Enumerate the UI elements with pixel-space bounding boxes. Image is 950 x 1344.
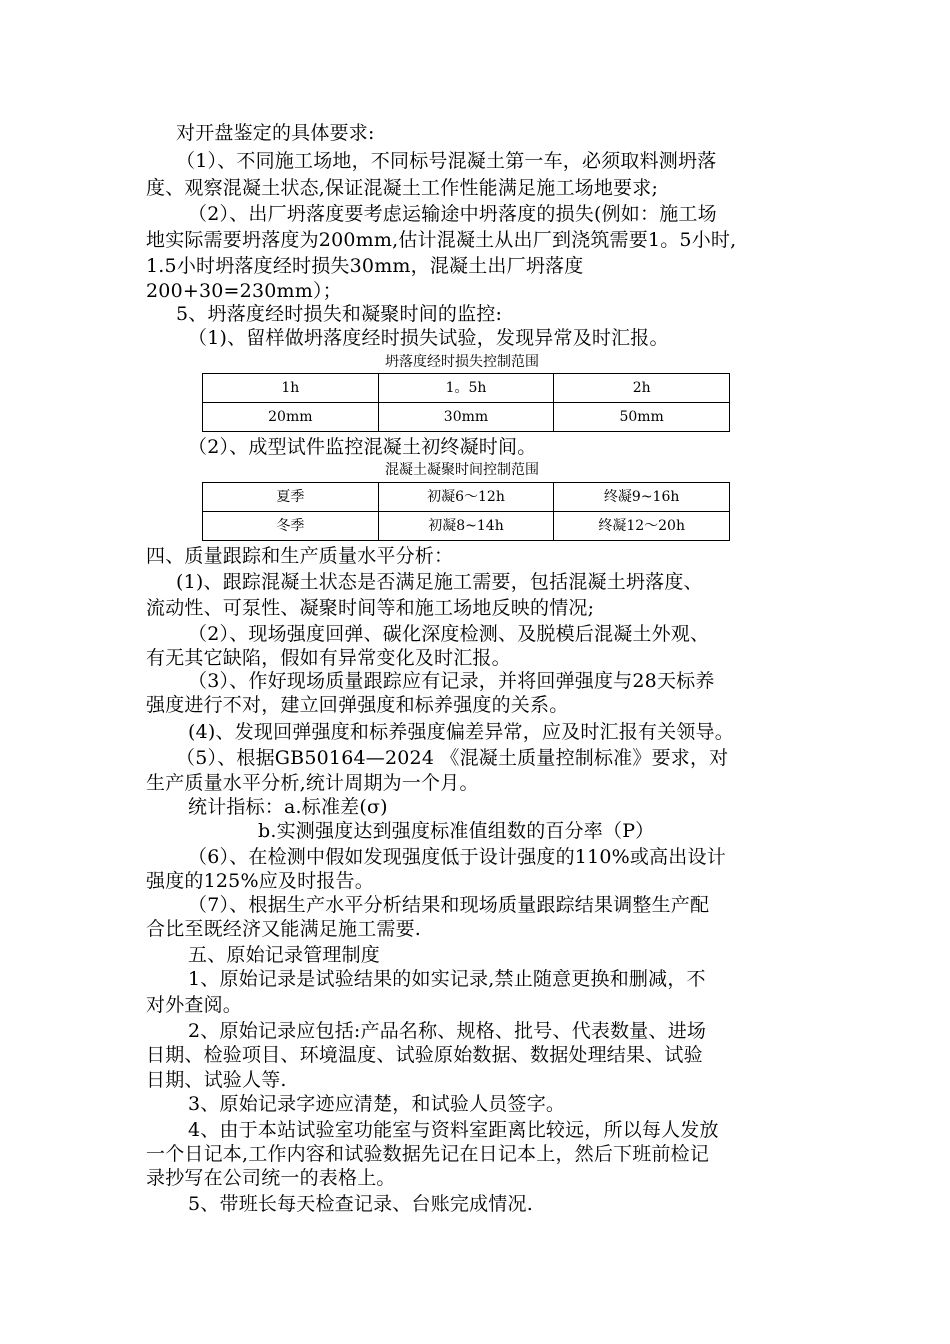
table-cell: 终凝12～20h [554, 512, 730, 541]
table-row [203, 374, 730, 403]
paragraph-line: 合比至既经济又能满足施工需要. [146, 918, 422, 940]
table-caption: 混凝土凝聚时间控制范围 [385, 462, 539, 478]
table-cell: 30mm [378, 403, 554, 432]
paragraph-line: （2）、出厂坍落度要考虑运输途中坍落度的损失(例如：施工场 [188, 203, 717, 225]
table-caption: 坍落度经时损失控制范围 [385, 354, 539, 370]
table-row [203, 483, 730, 512]
paragraph-line: 统计指标：a.标准差(σ) [188, 796, 388, 818]
paragraph-line: （3）、作好现场质量跟踪应有记录，并将回弹强度与28天标养 [188, 670, 715, 692]
paragraph-line: 强度的125%应及时报告。 [146, 870, 374, 892]
setting-time-table [202, 482, 730, 541]
table-cell: 20mm [203, 403, 379, 432]
paragraph-line: 录抄写在公司统一的表格上。 [146, 1167, 396, 1189]
paragraph-line: 日期、检验项目、环境温度、试验原始数据、数据处理结果、试验 [146, 1044, 703, 1066]
paragraph-line: 1、原始记录是试验结果的如实记录,禁止随意更换和删减，不 [188, 968, 706, 990]
paragraph-line: 日期、试验人等. [146, 1069, 287, 1091]
paragraph-line: (4)、发现回弹强度和标养强度偏差异常，应及时汇报有关领导。 [188, 721, 734, 743]
table-cell: 2h [554, 374, 730, 403]
paragraph-line: （1)、留样做坍落度经时损失试验，发现异常及时汇报。 [188, 327, 669, 349]
table-cell: 1h [203, 374, 379, 403]
paragraph-line: 一个日记本,工作内容和试验数据先记在日记本上，然后下班前检记 [146, 1143, 710, 1165]
table-cell: 50mm [554, 403, 730, 432]
paragraph-line: 200+30=230mm）； [146, 280, 342, 302]
paragraph-line: （7）、根据生产水平分析结果和现场质量跟踪结果调整生产配 [188, 894, 710, 916]
paragraph-line: 1.5小时坍落度经时损失30mm，混凝土出厂坍落度 [146, 255, 584, 277]
paragraph-line: b.实测强度达到强度标准值组数的百分率（P） [258, 820, 655, 842]
table-row [203, 512, 730, 541]
paragraph-line: （2）、现场强度回弹、碳化深度检测、及脱模后混凝土外观、 [188, 623, 710, 645]
table-row [203, 403, 730, 432]
table-cell: 初凝8~14h [378, 512, 554, 541]
table-cell: 夏季 [203, 483, 379, 512]
paragraph-line: 有无其它缺陷，假如有异常变化及时汇报。 [146, 647, 511, 669]
paragraph-line: （5）、根据GB50164—2024 《混凝土质量控制标准》要求，对 [176, 747, 729, 769]
slump-loss-table [202, 373, 730, 432]
paragraph-line: 2、原始记录应包括:产品名称、规格、批号、代表数量、进场 [188, 1020, 707, 1042]
table-cell: 终凝9~16h [554, 483, 730, 512]
paragraph-line: 3、原始记录字迹应清楚，和试验人员签字。 [188, 1093, 566, 1115]
paragraph-line: 5、带班长每天检查记录、台账完成情况. [188, 1193, 533, 1215]
paragraph-line: 强度进行不对，建立回弹强度和标养强度的关系。 [146, 694, 569, 716]
paragraph-line: 度、观察混凝土状态,保证混凝土工作性能满足施工场地要求; [146, 177, 659, 199]
paragraph-line: 对外查阅。 [146, 994, 243, 1016]
paragraph-line: 生产质量水平分析,统计周期为一个月。 [146, 772, 479, 794]
table-cell: 冬季 [203, 512, 379, 541]
paragraph-line: （2）、成型试件监控混凝土初终凝时间。 [188, 436, 537, 458]
paragraph-line: 对开盘鉴定的具体要求: [176, 122, 375, 144]
paragraph-line: （6）、在检测中假如发现强度低于设计强度的110%或高出设计 [188, 846, 726, 868]
paragraph-line: 5、坍落度经时损失和凝聚时间的监控: [176, 303, 503, 325]
section-heading: 五、原始记录管理制度 [188, 944, 381, 966]
paragraph-line: 地实际需要坍落度为200mm,估计混凝土从出厂到浇筑需要1。5小时, [146, 229, 737, 251]
table-cell: 初凝6～12h [378, 483, 554, 512]
paragraph-line: 流动性、可泵性、凝聚时间等和施工场地反映的情况; [146, 597, 595, 619]
paragraph-line: (1)、跟踪混凝土状态是否满足施工需要，包括混凝土坍落度、 [176, 571, 703, 593]
table-cell: 1。5h [378, 374, 554, 403]
paragraph-line: （1）、不同施工场地，不同标号混凝土第一车，必须取料测坍落 [176, 150, 717, 172]
paragraph-line: 4、由于本站试验室功能室与资料室距离比较远，所以每人发放 [188, 1119, 719, 1141]
section-heading: 四、质量跟踪和生产质量水平分析： [146, 545, 454, 567]
